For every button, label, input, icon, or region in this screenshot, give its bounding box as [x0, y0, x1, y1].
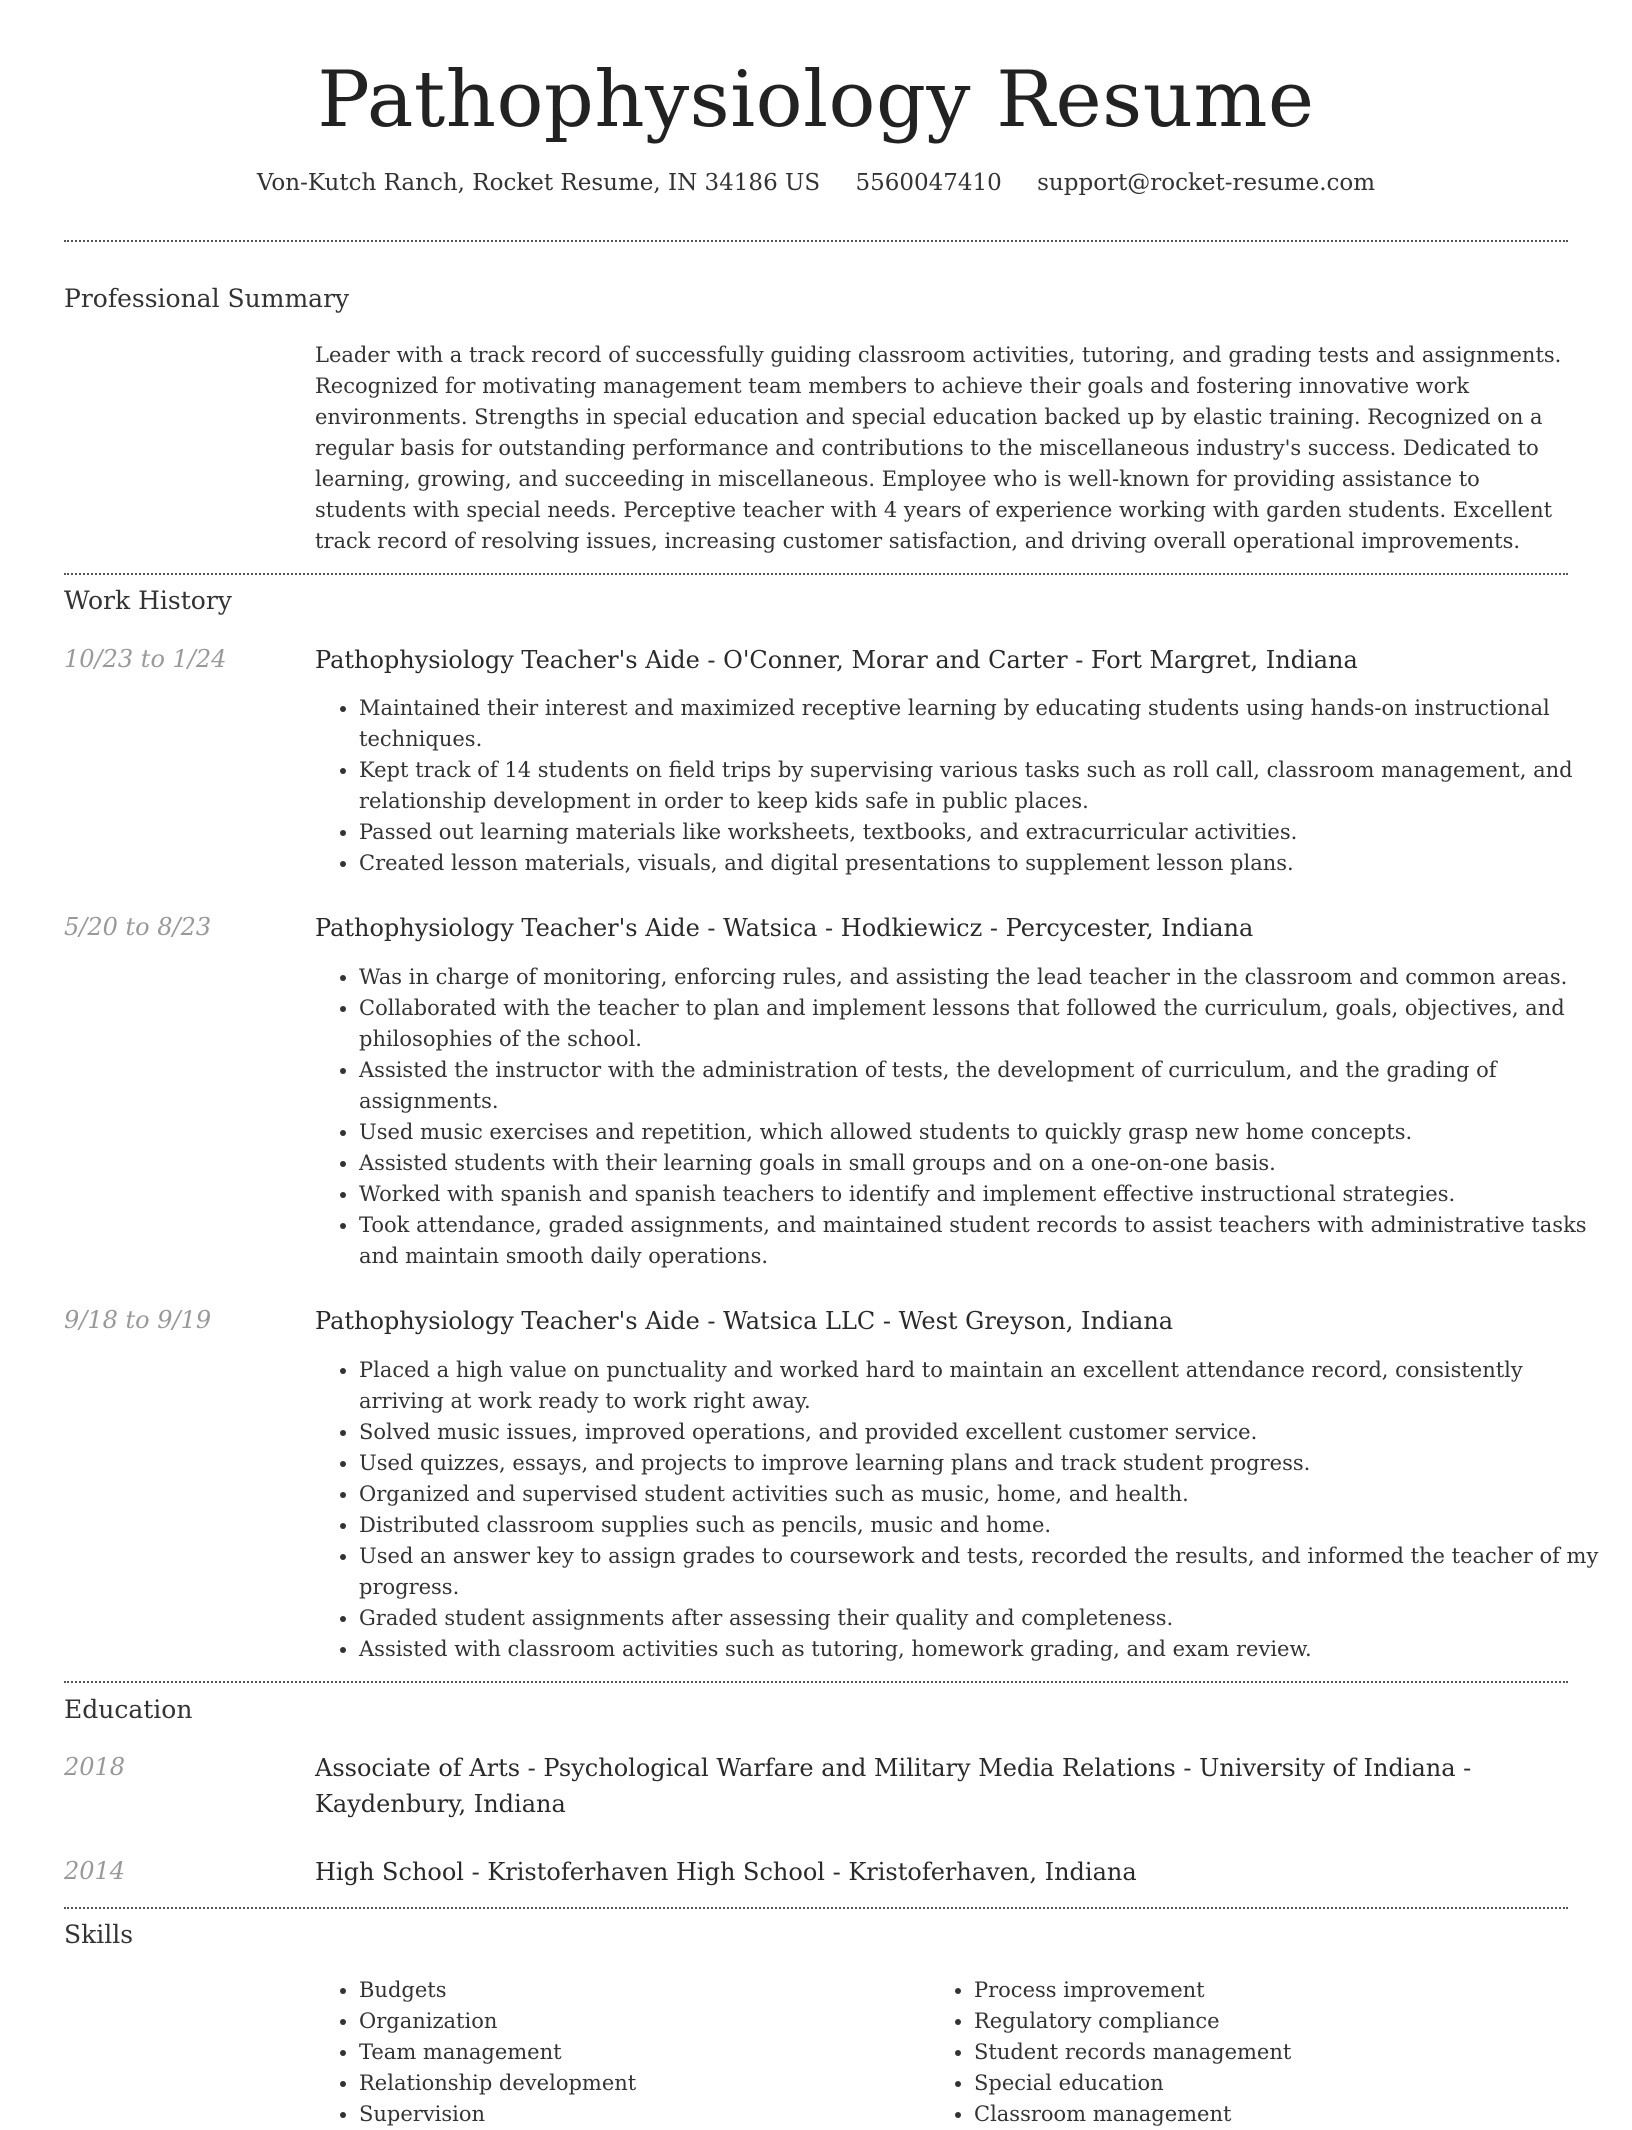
- job-title: Pathophysiology Teacher's Aide - Watsica - Hodkiewicz - Percycester, Indiana: [315, 914, 1254, 942]
- education-year: 2014: [64, 1857, 126, 1885]
- list-item: • Student records management: [974, 2037, 1291, 2068]
- list-item: • Was in charge of monitoring, enforcing rules, and assisting the lead teacher in the classroom and common areas.: [359, 962, 1599, 993]
- contact-phone: 5560047410: [855, 170, 1002, 196]
- list-item: • Budgets: [359, 1975, 636, 2006]
- job-bullets: [315, 1355, 1599, 1665]
- resume-title: Pathophysiology Resume: [317, 55, 1315, 145]
- section-divider: [64, 240, 1568, 242]
- job-dates: 9/18 to 9/19: [64, 1306, 212, 1334]
- list-item: • Team management: [359, 2037, 636, 2068]
- job-dates: 5/20 to 8/23: [64, 913, 212, 941]
- list-item: • Assisted students with their learning goals in small groups and on a one-on-one basis.: [359, 1148, 1599, 1179]
- job-title: Pathophysiology Teacher's Aide - O'Conner, Morar and Carter - Fort Margret, Indiana: [315, 646, 1358, 674]
- section-title-work: Work History: [64, 586, 232, 615]
- list-item: • Organized and supervised student activities such as music, home, and health.: [359, 1479, 1599, 1510]
- list-item: • Classroom management: [974, 2099, 1291, 2130]
- job-bullets: [315, 693, 1599, 879]
- list-item: • Process improvement: [974, 1975, 1291, 2006]
- list-item: • Relationship development: [359, 2068, 636, 2099]
- list-item: • Kept track of 14 students on field trips by supervising various tasks such as roll call, classroom management, and relationship development in order to keep kids safe in public places.: [359, 755, 1599, 817]
- section-divider: [64, 1907, 1568, 1909]
- list-item: • Maintained their interest and maximized receptive learning by educating students using hands-on instructional techniques.: [359, 693, 1599, 755]
- list-item: • Took attendance, graded assignments, and maintained student records to assist teachers with administrative tasks and maintain smooth daily operations.: [359, 1210, 1599, 1272]
- contact-email: support@rocket-resume.com: [1037, 170, 1376, 196]
- list-item: • Organization: [359, 2006, 636, 2037]
- list-item: • Worked with spanish and spanish teachers to identify and implement effective instructional strategies.: [359, 1179, 1599, 1210]
- list-item: • Assisted the instructor with the administration of tests, the development of curriculum, and the grading of assignments.: [359, 1055, 1599, 1117]
- education-degree: Associate of Arts - Psychological Warfare and Military Media Relations - University of Indiana - Kaydenbury, Indiana: [315, 1754, 1472, 1818]
- resume-header: [0, 0, 1632, 196]
- section-title-education: Education: [64, 1695, 193, 1724]
- list-item: • Used music exercises and repetition, which allowed students to quickly grasp new home concepts.: [359, 1117, 1599, 1148]
- job-title: Pathophysiology Teacher's Aide - Watsica LLC - West Greyson, Indiana: [315, 1307, 1174, 1335]
- list-item: • Collaborated with the teacher to plan and implement lessons that followed the curriculum, goals, objectives, and philosophies of the school.: [359, 993, 1599, 1055]
- section-divider: [64, 1681, 1568, 1683]
- list-item: • Assisted with classroom activities such as tutoring, homework grading, and exam review.: [359, 1634, 1599, 1665]
- list-item: • Passed out learning materials like worksheets, textbooks, and extracurricular activities.: [359, 817, 1599, 848]
- job-dates: 10/23 to 1/24: [64, 645, 227, 673]
- summary-text: Leader with a track record of successfully guiding classroom activities, tutoring, and grading tests and assignments. Recognized for motivating management team members to achieve their goals and fostering innovative work environments. Strengths in special education and special education backed up by elastic training. Recognized on a regular basis for outstanding performance and contributions to the miscellaneous industry's success. Dedicated to learning, growing, and succeeding in miscellaneous. Employee who is well-known for providing assistance to students with special needs. Perceptive teacher with 4 years of experience working with garden students. Excellent track record of resolving issues, increasing customer satisfaction, and driving overall operational improvements.: [315, 343, 1562, 553]
- list-item: • Supervision: [359, 2099, 636, 2130]
- education-degree: High School - Kristoferhaven High School - Kristoferhaven, Indiana: [315, 1858, 1137, 1886]
- list-item: • Used quizzes, essays, and projects to improve learning plans and track student progress.: [359, 1448, 1599, 1479]
- section-title-summary: Professional Summary: [64, 284, 350, 313]
- skills-list-left: [315, 1975, 636, 2130]
- list-item: • Distributed classroom supplies such as pencils, music and home.: [359, 1510, 1599, 1541]
- list-item: • Solved music issues, improved operations, and provided excellent customer service.: [359, 1417, 1599, 1448]
- job-bullets: [315, 962, 1599, 1272]
- list-item: • Graded student assignments after assessing their quality and completeness.: [359, 1603, 1599, 1634]
- contact-address: Von-Kutch Ranch, Rocket Resume, IN 34186 US: [256, 170, 821, 196]
- list-item: • Created lesson materials, visuals, and digital presentations to supplement lesson plans.: [359, 848, 1599, 879]
- list-item: • Used an answer key to assign grades to coursework and tests, recorded the results, and informed the teacher of my progress.: [359, 1541, 1599, 1603]
- education-year: 2018: [64, 1753, 126, 1781]
- section-title-skills: Skills: [64, 1920, 134, 1949]
- skills-list-right: [930, 1975, 1291, 2130]
- section-divider: [64, 573, 1568, 575]
- list-item: • Regulatory compliance: [974, 2006, 1291, 2037]
- list-item: • Placed a high value on punctuality and worked hard to maintain an excellent attendance record, consistently arriving at work ready to work right away.: [359, 1355, 1599, 1417]
- contact-line: [0, 170, 1632, 196]
- list-item: • Special education: [974, 2068, 1291, 2099]
